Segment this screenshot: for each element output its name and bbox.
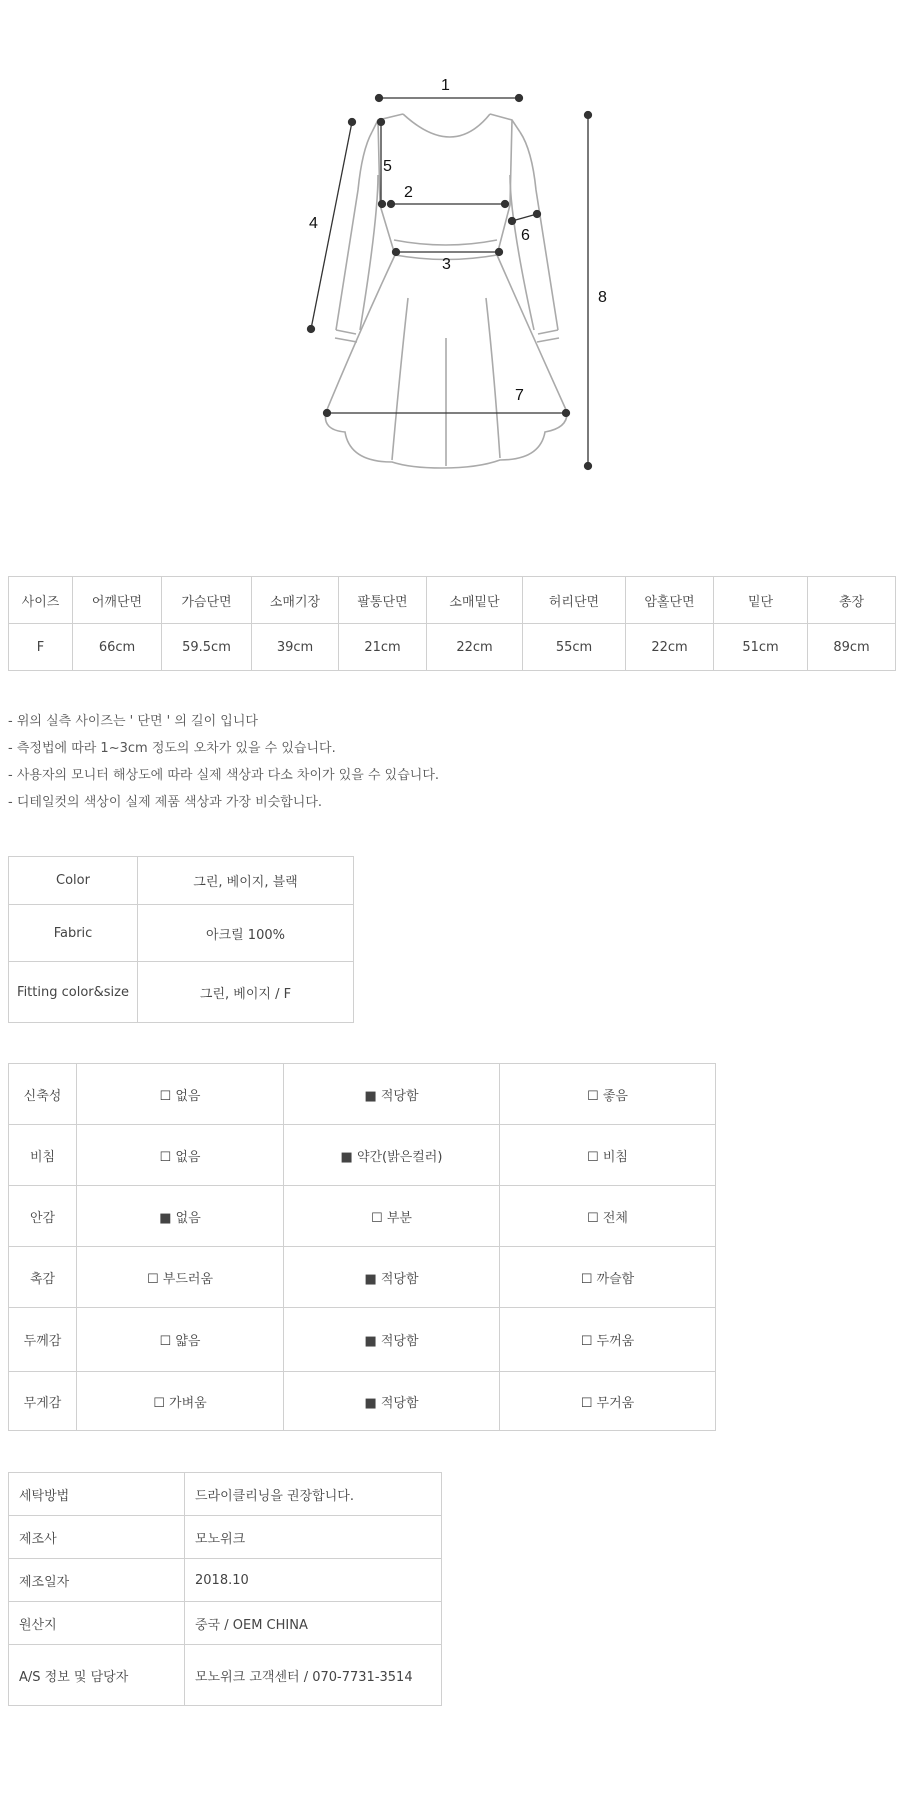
- info-value: 아크릴 100%: [138, 905, 354, 962]
- dress-outline: [325, 114, 567, 468]
- eval-label: 촉감: [9, 1247, 77, 1308]
- eval-option: ■ 적당함: [284, 1064, 500, 1125]
- eval-option: ☐ 좋음: [500, 1064, 716, 1125]
- label-4: 4: [309, 215, 318, 232]
- info-label: Fitting color&size: [9, 962, 138, 1023]
- care-label: A/S 정보 및 담당자: [9, 1645, 185, 1706]
- measurement-lines: [308, 95, 592, 470]
- care-info-table: [8, 1472, 442, 1706]
- note-item: - 위의 실측 사이즈는 ' 단면 ' 의 길이 입니다: [8, 714, 258, 729]
- info-row-fitting: [9, 962, 354, 1023]
- eval-option: ■ 적당함: [284, 1372, 500, 1431]
- measurement-diagram: [0, 0, 900, 500]
- care-label: 제조일자: [9, 1559, 185, 1602]
- label-6: 6: [521, 227, 530, 244]
- info-label: Fabric: [9, 905, 138, 962]
- eval-label: 무게감: [9, 1372, 77, 1431]
- eval-option: ☐ 까슬함: [500, 1247, 716, 1308]
- size-table-header: [9, 577, 896, 624]
- care-label: 제조사: [9, 1516, 185, 1559]
- fabric-evaluation-table: [8, 1063, 716, 1431]
- eval-option: ☐ 없음: [77, 1064, 284, 1125]
- info-label: Color: [9, 857, 138, 905]
- eval-row: [9, 1372, 716, 1431]
- eval-label: 비침: [9, 1125, 77, 1186]
- size-table-row: [9, 624, 896, 671]
- note-item: - 디테일컷의 색상이 실제 제품 색상과 가장 비슷합니다.: [8, 795, 323, 810]
- header-cell: 사이즈: [9, 577, 73, 624]
- eval-option: ☐ 부분: [284, 1186, 500, 1247]
- size-cell: 51cm: [714, 624, 808, 671]
- header-cell: 암홀단면: [626, 577, 714, 624]
- product-info-table: [8, 856, 354, 1023]
- header-cell: 총장: [808, 577, 896, 624]
- eval-option: ■ 적당함: [284, 1247, 500, 1308]
- label-5: 5: [383, 158, 392, 175]
- info-row-color: [9, 857, 354, 905]
- eval-row: [9, 1064, 716, 1125]
- label-8: 8: [598, 289, 607, 306]
- eval-option: ☐ 두꺼움: [500, 1308, 716, 1372]
- note-item: - 측정법에 따라 1~3cm 정도의 오차가 있을 수 있습니다.: [8, 741, 336, 756]
- care-label: 세탁방법: [9, 1473, 185, 1516]
- care-value: 모노위크: [185, 1516, 442, 1559]
- size-cell: 66cm: [73, 624, 162, 671]
- eval-option: ☐ 무거움: [500, 1372, 716, 1431]
- header-cell: 팔통단면: [339, 577, 427, 624]
- size-cell: 22cm: [626, 624, 714, 671]
- care-row: [9, 1602, 442, 1645]
- eval-label: 두께감: [9, 1308, 77, 1372]
- size-cell: 55cm: [523, 624, 626, 671]
- header-cell: 어깨단면: [73, 577, 162, 624]
- care-value: 중국 / OEM CHINA: [185, 1602, 442, 1645]
- eval-option: ■ 없음: [77, 1186, 284, 1247]
- header-cell: 밑단: [714, 577, 808, 624]
- size-cell: 89cm: [808, 624, 896, 671]
- eval-option: ☐ 비침: [500, 1125, 716, 1186]
- dress-illustration: [0, 0, 900, 500]
- notes-list: [8, 712, 888, 820]
- care-value: 드라이클리닝을 권장합니다.: [185, 1473, 442, 1516]
- eval-option: ☐ 없음: [77, 1125, 284, 1186]
- care-label: 원산지: [9, 1602, 185, 1645]
- header-cell: 허리단면: [523, 577, 626, 624]
- eval-row: [9, 1186, 716, 1247]
- care-row: [9, 1645, 442, 1706]
- info-value: 그린, 베이지 / F: [138, 962, 354, 1023]
- care-row: [9, 1559, 442, 1602]
- header-cell: 소매기장: [252, 577, 339, 624]
- label-3: 3: [442, 256, 451, 273]
- size-cell: 22cm: [427, 624, 523, 671]
- size-cell: 21cm: [339, 624, 427, 671]
- label-7: 7: [515, 387, 524, 404]
- eval-option: ☐ 가벼움: [77, 1372, 284, 1431]
- care-row: [9, 1516, 442, 1559]
- eval-row: [9, 1125, 716, 1186]
- eval-option: ☐ 얇음: [77, 1308, 284, 1372]
- care-row: [9, 1473, 442, 1516]
- eval-option: ☐ 전체: [500, 1186, 716, 1247]
- size-cell: 39cm: [252, 624, 339, 671]
- info-row-fabric: [9, 905, 354, 962]
- note-item: - 사용자의 모니터 해상도에 따라 실제 색상과 다소 차이가 있을 수 있습니다.: [8, 768, 440, 783]
- eval-row: [9, 1247, 716, 1308]
- size-table: [8, 576, 896, 671]
- label-1: 1: [441, 77, 450, 94]
- eval-option: ☐ 부드러움: [77, 1247, 284, 1308]
- eval-label: 안감: [9, 1186, 77, 1247]
- care-value: 모노위크 고객센터 / 070-7731-3514: [185, 1645, 442, 1706]
- eval-row: [9, 1308, 716, 1372]
- eval-option: ■ 적당함: [284, 1308, 500, 1372]
- header-cell: 가슴단면: [162, 577, 252, 624]
- care-value: 2018.10: [185, 1559, 442, 1602]
- label-2: 2: [404, 184, 413, 201]
- header-cell: 소매밑단: [427, 577, 523, 624]
- size-cell: F: [9, 624, 73, 671]
- info-value: 그린, 베이지, 블랙: [138, 857, 354, 905]
- eval-label: 신축성: [9, 1064, 77, 1125]
- size-cell: 59.5cm: [162, 624, 252, 671]
- eval-option: ■ 약간(밝은컬러): [284, 1125, 500, 1186]
